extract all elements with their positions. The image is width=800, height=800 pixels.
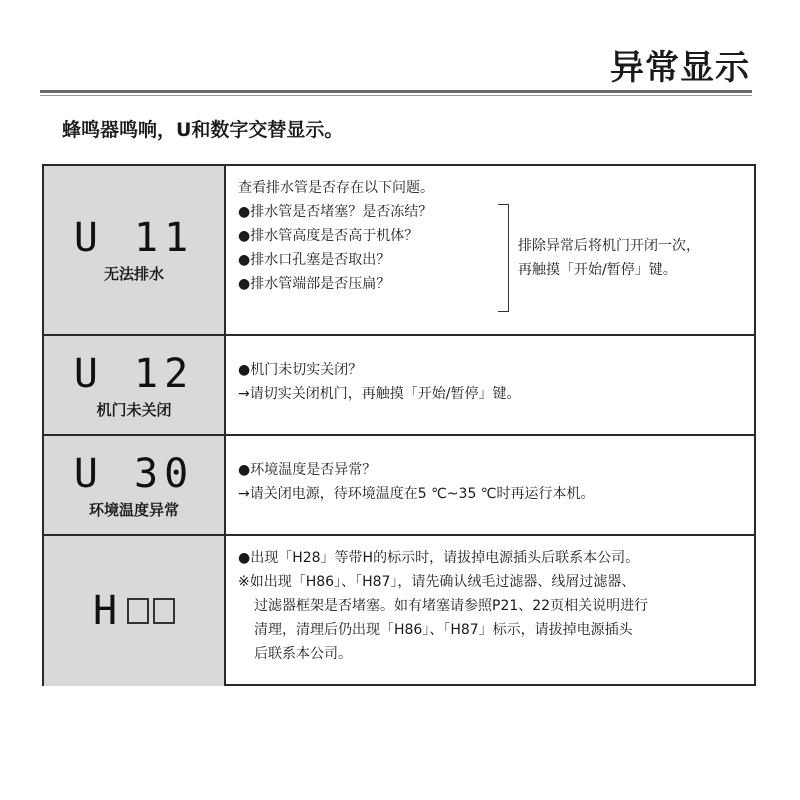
title-divider-thin — [40, 95, 752, 96]
remedy-line: 排除异常后将机门开闭一次， — [518, 238, 700, 254]
table-row — [44, 434, 754, 536]
page-subtitle: 蜂鸣器鸣响，U和数字交替显示。 — [62, 119, 344, 141]
description-cell — [226, 166, 754, 334]
code-cell — [44, 536, 226, 686]
desc-line: ※如出现「H86」、「H87」，请先确认绒毛过滤器、线屑过滤器、 — [238, 574, 636, 590]
code-cell — [44, 436, 226, 536]
error-code: U 12 — [73, 350, 195, 397]
description-cell — [226, 536, 754, 686]
desc-line: ●环境温度是否异常？ — [238, 462, 377, 478]
desc-line: ●机门未切实关闭？ — [238, 362, 363, 378]
description-cell — [226, 436, 754, 536]
page-title: 异常显示 — [610, 48, 750, 88]
error-code: U 11 — [73, 214, 195, 261]
desc-line: ●排水管端部是否压扁？ — [238, 276, 391, 292]
desc-line: →请关闭电源，待环境温度在5 ℃~35 ℃时再运行本机。 — [238, 486, 595, 502]
code-cell — [44, 166, 226, 334]
blank-digit-box — [153, 598, 175, 624]
error-code: H — [92, 588, 124, 634]
error-label: 环境温度异常 — [88, 500, 179, 519]
error-label: 无法排水 — [103, 264, 164, 283]
desc-line: ●出现「H28」等带H的标示时，请拔掉电源插头后联系本公司。 — [238, 550, 640, 566]
desc-line: ●排水管高度是否高于机体？ — [238, 228, 419, 244]
table-row — [44, 166, 754, 334]
error-code: U 30 — [73, 450, 195, 497]
blank-digit-box — [127, 598, 149, 624]
desc-line: 后联系本公司。 — [254, 646, 352, 662]
title-divider — [40, 90, 752, 93]
table-row — [44, 334, 754, 436]
error-code-table — [42, 164, 756, 686]
error-label: 机门未关闭 — [96, 400, 172, 419]
desc-line: ●排水管是否堵塞？是否冻结？ — [238, 204, 433, 220]
desc-line: 清理，清理后仍出现「H86」、「H87」标示，请拔掉电源插头 — [254, 622, 633, 638]
desc-line: →请切实关闭机门，再触摸「开始/暂停」键。 — [238, 386, 521, 402]
code-cell — [44, 336, 226, 436]
desc-line: ●排水口孔塞是否取出？ — [238, 252, 391, 268]
description-cell — [226, 336, 754, 436]
remedy-line: 再触摸「开始/暂停」键。 — [518, 262, 677, 278]
desc-line: 过滤器框架是否堵塞。如有堵塞请参照P21、22页相关说明进行 — [254, 598, 649, 614]
bracket-divider — [498, 204, 509, 312]
remedy-text — [518, 234, 700, 282]
desc-line: 查看排水管是否存在以下问题。 — [238, 180, 434, 196]
table-row — [44, 534, 754, 686]
h-code-display — [93, 590, 175, 632]
